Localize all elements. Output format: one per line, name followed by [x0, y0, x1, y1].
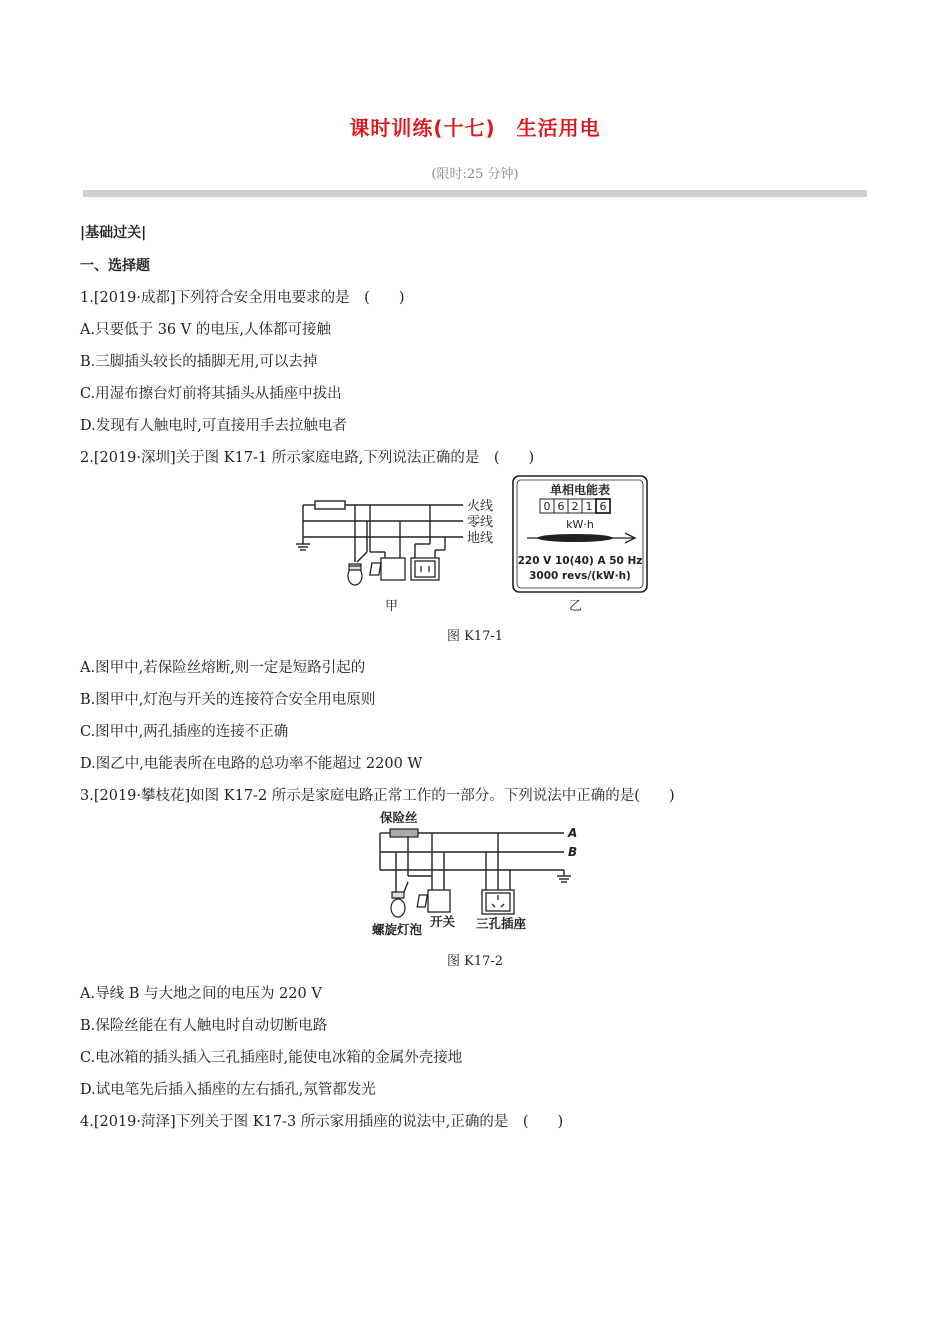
- caption-jia: 甲: [385, 599, 399, 614]
- bulb-icon: [348, 564, 362, 585]
- meter-digit-2: 6: [557, 500, 565, 513]
- question-3-option-d: D.试电笔先后插入插座的左右插孔,氖管都发光: [80, 1082, 376, 1098]
- question-3-option-a: A.导线 B 与大地之间的电压为 220 V: [80, 986, 322, 1002]
- figure-k17-1-caption: 图 K17-1: [446, 629, 504, 644]
- question-2-option-a: A.图甲中,若保险丝熔断,则一定是短路引起的: [80, 660, 366, 676]
- page-title: 课时训练(十七) 生活用电: [349, 116, 601, 140]
- meter-digit-3: 2: [571, 500, 579, 513]
- question-3-stem: 3.[2019·攀枝花]如图 K17-2 所示是家庭电路正常工作的一部分。下列说法中正确的是( ): [80, 788, 675, 804]
- label-line-a: A: [568, 826, 578, 840]
- three-hole-socket: [482, 890, 514, 914]
- figure-k17-2-caption: 图 K17-2: [446, 954, 504, 969]
- circuit-wiring: [380, 833, 571, 892]
- meter-unit: kW·h: [566, 518, 594, 531]
- switch-box: [370, 558, 405, 580]
- meter-digit-5: 6: [599, 500, 607, 513]
- figure-k17-1: [295, 472, 655, 622]
- question-1-option-b: B.三脚插头较长的插脚无用,可以去掉: [80, 354, 318, 370]
- question-1-option-d: D.发现有人触电时,可直接用手去拉触电者: [80, 418, 347, 434]
- meter-title: 单相电能表: [549, 483, 611, 497]
- label-switch: 开关: [430, 914, 456, 929]
- meter-spec-revs: 3000 revs/(kW·h): [529, 570, 631, 582]
- section-label: |基础过关|: [80, 225, 147, 241]
- label-line-b: B: [568, 845, 578, 859]
- label-fuse: 保险丝: [380, 810, 418, 825]
- question-3-option-b: B.保险丝能在有人触电时自动切断电路: [80, 1018, 328, 1034]
- meter-digit-1: 0: [543, 500, 551, 513]
- part-heading: 一、选择题: [80, 258, 150, 274]
- question-2-option-b: B.图甲中,灯泡与开关的连接符合安全用电原则: [80, 692, 376, 708]
- question-1-stem: 1.[2019·成都]下列符合安全用电要求的是 ( ): [80, 290, 405, 306]
- header-rule: [83, 190, 867, 197]
- label-earth-wire: 地线: [467, 531, 494, 546]
- label-neutral-wire: 零线: [467, 515, 494, 530]
- electricity-meter: [513, 476, 647, 592]
- figure-k17-2: [368, 806, 590, 940]
- question-2-option-c: C.图甲中,两孔插座的连接不正确: [80, 724, 289, 740]
- question-1-option-c: C.用湿布擦台灯前将其插头从插座中拔出: [80, 386, 342, 402]
- switch-box: [417, 890, 450, 912]
- label-live-wire: 火线: [467, 499, 494, 514]
- question-1-option-a: A.只要低于 36 V 的电压,人体都可接触: [80, 322, 331, 338]
- meter-digit-4: 1: [585, 500, 593, 513]
- household-circuit-diagram: [296, 501, 463, 562]
- fuse-symbol: [315, 501, 345, 509]
- fuse-symbol: [390, 829, 418, 837]
- time-limit: (限时:25 分钟): [431, 167, 519, 182]
- meter-spec-rating: 220 V 10(40) A 50 Hz: [517, 555, 643, 567]
- caption-yi: 乙: [569, 599, 583, 614]
- question-4-stem: 4.[2019·菏泽]下列关于图 K17-3 所示家用插座的说法中,正确的是 ( ): [80, 1114, 564, 1130]
- label-three-hole-socket: 三孔插座: [476, 916, 527, 931]
- two-hole-socket: [411, 558, 439, 580]
- question-3-option-c: C.电冰箱的插头插入三孔插座时,能使电冰箱的金属外壳接地: [80, 1050, 463, 1066]
- question-2-stem: 2.[2019·深圳]关于图 K17-1 所示家庭电路,下列说法正确的是 ( ): [80, 450, 535, 466]
- question-2-option-d: D.图乙中,电能表所在电路的总功率不能超过 2200 W: [80, 756, 423, 772]
- bulb-icon: [391, 892, 405, 917]
- label-spiral-bulb: 螺旋灯泡: [372, 922, 423, 937]
